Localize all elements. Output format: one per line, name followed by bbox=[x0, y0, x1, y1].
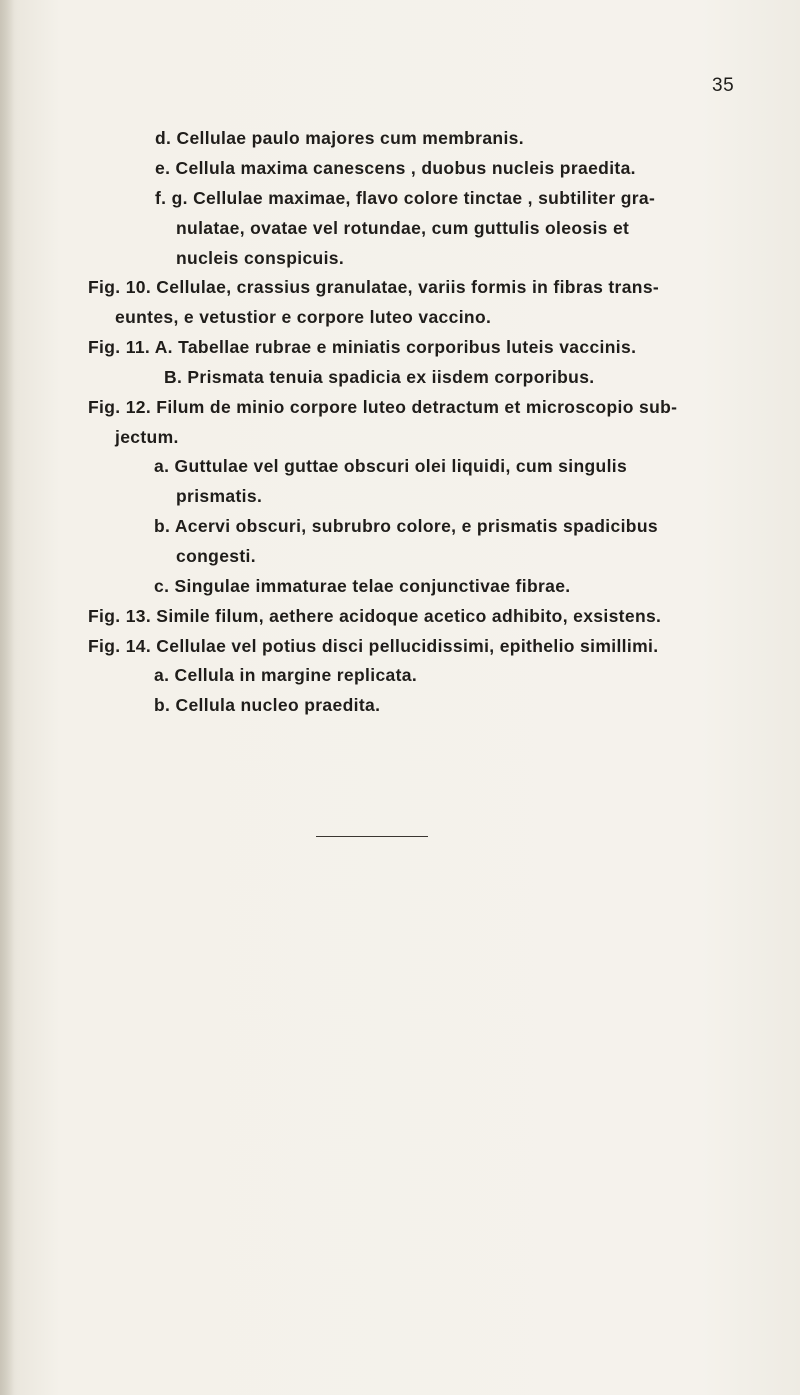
text-line: Fig. 12. Filum de minio corpore luteo detractum et microscopio sub- bbox=[88, 397, 678, 417]
text-line: prismatis. bbox=[176, 486, 263, 506]
text-line: b. Acervi obscuri, subrubro colore, e prismatis spadicibus bbox=[154, 516, 658, 536]
text-line: a. Cellula in margine replicata. bbox=[154, 665, 418, 685]
page-number: 35 bbox=[712, 75, 735, 96]
page-gutter-shadow bbox=[0, 0, 14, 1395]
text-line: Fig. 14. Cellulae vel potius disci pellucidissimi, epithelio simillimi. bbox=[88, 636, 659, 656]
text-line: Fig. 10. Cellulae, crassius granulatae, variis formis in fibras trans- bbox=[88, 277, 660, 297]
text-line: nucleis conspicuis. bbox=[176, 248, 345, 268]
text-line: euntes, e vetustior e corpore luteo vaccino. bbox=[115, 307, 492, 327]
text-line: f. g. Cellulae maximae, flavo colore tinctae , subtiliter gra- bbox=[155, 188, 656, 208]
text-line: d. Cellulae paulo majores cum membranis. bbox=[155, 128, 524, 148]
text-line: b. Cellula nucleo praedita. bbox=[154, 695, 381, 715]
text-line: congesti. bbox=[176, 546, 256, 566]
text-line: jectum. bbox=[115, 427, 179, 447]
text-line: a. Guttulae vel guttae obscuri olei liquidi, cum singulis bbox=[154, 456, 628, 476]
text-line: B. Prismata tenuia spadicia ex iisdem corporibus. bbox=[164, 367, 595, 387]
text-line: Fig. 13. Simile filum, aethere acidoque acetico adhibito, exsistens. bbox=[88, 606, 662, 626]
text-line: Fig. 11. A. Tabellae rubrae e miniatis corporibus luteis vaccinis. bbox=[88, 337, 637, 357]
text-line: e. Cellula maxima canescens , duobus nucleis praedita. bbox=[155, 158, 636, 178]
text-line: nulatae, ovatae vel rotundae, cum guttulis oleosis et bbox=[176, 218, 630, 238]
text-line: c. Singulae immaturae telae conjunctivae fibrae. bbox=[154, 576, 571, 596]
end-rule bbox=[316, 836, 428, 837]
